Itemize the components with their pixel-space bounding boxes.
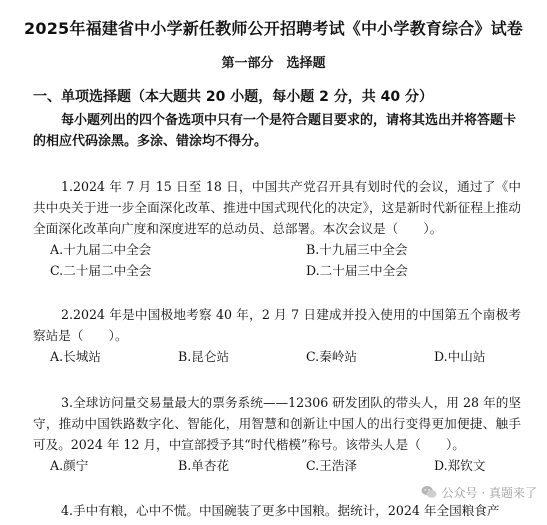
part-heading: 第一部分 选择题 [221, 56, 326, 71]
wechat-icon [420, 483, 438, 501]
question-2-option-a[interactable]: A.长城站 [50, 349, 101, 364]
section-heading: 一、单项选择题（本大题共 20 小题，每小题 2 分，共 40 分） [33, 89, 433, 105]
exam-title: 2025年福建省中小学新任教师公开招聘考试《中小学教育综合》试卷 [24, 19, 523, 38]
question-1-stem: 1.2024 年 7 月 15 日至 18 日，中国共产党召开具有划时代的会议，通过了《中共中央关于进一步全面深化改革、推进中国式现代化的决定》，这是新时代新征程上推动全面深化改革向广度和深度进军的总动员、总部署。本次会议是（ ）。 [33, 179, 521, 236]
watermark-text: 公众号 · 真题来了 [441, 485, 537, 500]
question-2-option-c[interactable]: C.秦岭站 [306, 349, 357, 364]
instructions: 每小题列出的四个备选项中只有一个是符合题目要求的，请将其选出并将答题卡的相应代码涂黑。多涂、错涂均不得分。 [33, 113, 517, 149]
question-1-option-a[interactable]: A.十九届二中全会 [50, 242, 152, 257]
question-2-option-d[interactable]: D.中山站 [434, 349, 486, 364]
question-3-option-a[interactable]: A.颜宁 [50, 458, 89, 473]
watermark [420, 483, 537, 501]
question-1-option-b[interactable]: B.十九届三中全会 [306, 242, 408, 257]
question-4-stem: 4.手中有粮，心中不慌。中国碗装了更多中国粮。据统计，2024 年全国粮食产 [61, 503, 500, 518]
question-3-option-b[interactable]: B.单杏花 [178, 458, 230, 473]
question-3-option-d[interactable]: D.郑钦文 [434, 458, 486, 473]
question-2-stem: 2.2024 年是中国极地考察 40 年，2 月 7 日建成并投入使用的中国第五个南极考察站是（ ）。 [33, 307, 521, 343]
question-3-stem: 3.全球访问量交易量最大的票务系统——12306 研发团队的带头人，用 28 年的坚守，推动中国铁路数字化、智能化，用智慧和创新让中国人的出行变得更加便捷、触手可及。2024 年 12 月，中宣部授予其“时代楷模”称号。该带头人是（ ）。 [33, 395, 521, 452]
question-2-options [50, 346, 530, 367]
question-3-options [50, 455, 530, 476]
question-1-option-d[interactable]: D.二十届三中全会 [306, 263, 408, 278]
question-2-option-b[interactable]: B.昆仑站 [178, 349, 230, 364]
question-1-option-c[interactable]: C.二十届二中全会 [50, 263, 152, 278]
question-3-option-c[interactable]: C.王浩泽 [306, 458, 357, 473]
question-1-options [50, 239, 530, 281]
